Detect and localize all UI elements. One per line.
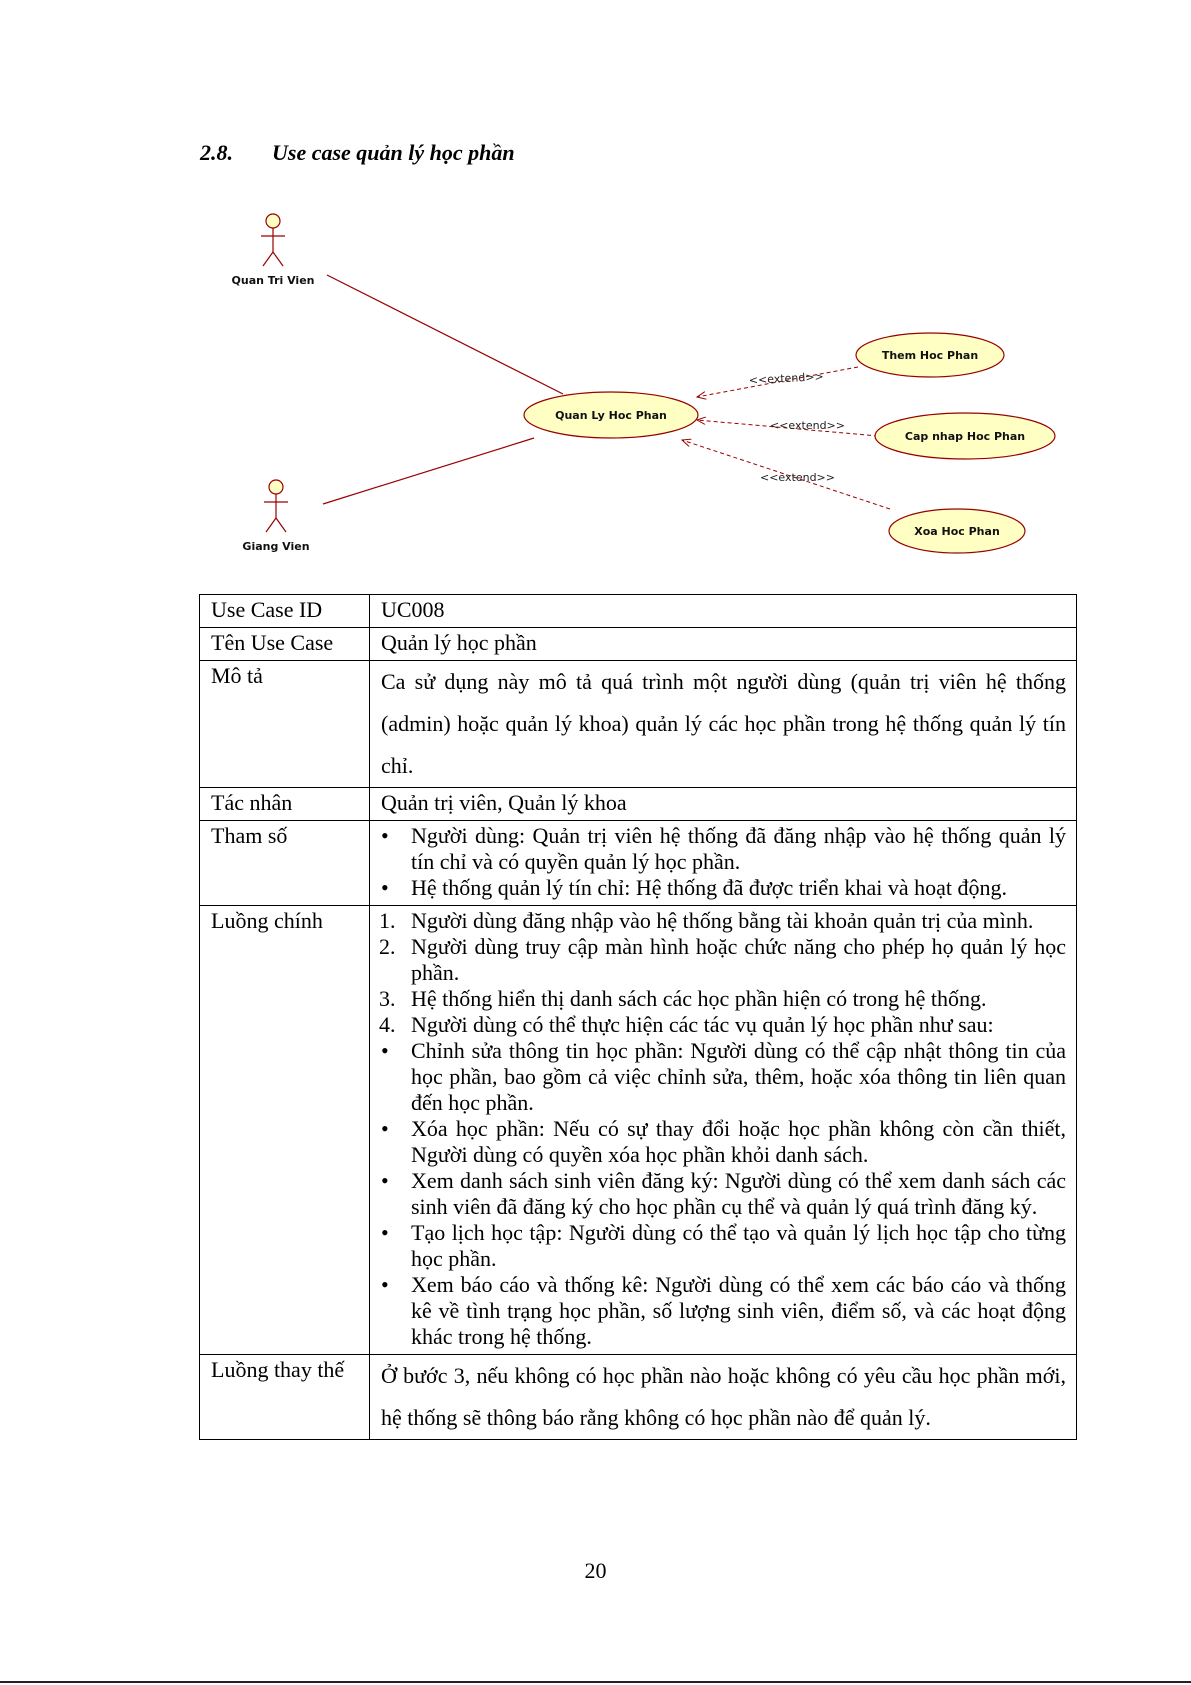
extend-label-3: <<extend>>: [760, 471, 835, 484]
usecase-cap-nhap-hoc-phan: [875, 413, 1055, 459]
extend-label-1: <<extend>>: [748, 370, 825, 387]
value-ten-use-case: Quản lý học phần: [370, 628, 1077, 661]
row-desc: [200, 661, 1077, 788]
main-step: 2. Người dùng truy cập màn hình hoặc chức năng cho phép họ quản lý học phần.: [379, 934, 1066, 985]
label-tac-nhan: Tác nhân: [200, 788, 370, 821]
actor-label-quan-tri-vien: Quan Tri Vien: [231, 274, 315, 287]
section-number: 2.8.: [200, 140, 233, 165]
association-admin: [327, 275, 563, 394]
label-use-case-id: Use Case ID: [200, 595, 370, 628]
svg-text:Quan Ly Hoc Phan: Quan Ly Hoc Phan: [555, 409, 667, 422]
value-mo-ta: Ca sử dụng này mô tả quá trình một người dùng (quản trị viên hệ thống (admin) hoặc quản lý khoa) quản lý các học phần trong hệ thống quản lý tín chỉ.: [370, 661, 1077, 788]
usecase-quan-ly-hoc-phan: [524, 392, 698, 438]
main-bullet: • Xem báo cáo và thống kê: Người dùng có thể xem các báo cáo và thống kê về tình trạng học phần, số lượng sinh viên, điểm số, và các hoạt động khác trong hệ thống.: [381, 1272, 1066, 1349]
value-tac-nhan: Quản trị viên, Quản lý khoa: [370, 788, 1077, 821]
label-mo-ta: Mô tả: [200, 661, 370, 788]
value-use-case-id: UC008: [370, 595, 1077, 628]
param-item: • Hệ thống quản lý tín chỉ: Hệ thống đã được triển khai và hoạt động.: [381, 875, 1008, 900]
label-luong-thay-the: Luồng thay thế: [200, 1355, 370, 1440]
use-case-table: [199, 594, 1077, 1440]
row-main-flow: [200, 906, 1077, 1355]
main-step: 4. Người dùng có thể thực hiện các tác vụ quản lý học phần như sau:: [379, 1012, 994, 1037]
svg-text:Xoa Hoc Phan: Xoa Hoc Phan: [914, 525, 1000, 538]
section-title: Use case quản lý học phần: [272, 140, 515, 165]
label-tham-so: Tham số: [200, 821, 370, 906]
row-actor: [200, 788, 1077, 821]
main-bullet: • Xóa học phần: Nếu có sự thay đổi hoặc học phần không còn cần thiết, Người dùng có quyền xóa học phần khỏi danh sách.: [381, 1116, 1066, 1167]
main-step: 3. Hệ thống hiển thị danh sách các học phần hiện có trong hệ thống.: [379, 986, 987, 1011]
use-case-diagram: [0, 0, 1191, 580]
usecase-xoa-hoc-phan: [889, 509, 1025, 553]
main-bullet: • Chỉnh sửa thông tin học phần: Người dùng có thể cập nhật thông tin của học phần, bao gồm cả việc chỉnh sửa, thêm, hoặc xóa thông tin liên quan đến học phần.: [381, 1038, 1066, 1115]
page-number: 20: [584, 1558, 607, 1583]
svg-text:Cap nhap Hoc Phan: Cap nhap Hoc Phan: [904, 430, 1026, 443]
actor-giang-vien: [242, 480, 309, 553]
label-ten-use-case: Tên Use Case: [200, 628, 370, 661]
extend-label-2: <<extend>>: [770, 419, 845, 432]
value-tham-so: [370, 821, 1077, 906]
svg-text:Them Hoc Phan: Them Hoc Phan: [881, 349, 979, 362]
usecase-them-hoc-phan: [856, 333, 1004, 377]
param-item: • Người dùng: Quản trị viên hệ thống đã đăng nhập vào hệ thống quản lý tín chỉ và có quyền quản lý học phần.: [381, 823, 1066, 874]
value-luong-thay-the: Ở bước 3, nếu không có học phần nào hoặc không có yêu cầu học phần mới, hệ thống sẽ thông báo rằng không có học phần nào để quản lý.: [370, 1355, 1077, 1440]
label-luong-chinh: Luồng chính: [200, 906, 370, 1355]
main-step: 1. Người dùng đăng nhập vào hệ thống bằng tài khoản quản trị của mình.: [379, 908, 1034, 933]
association-lecturer: [323, 438, 534, 504]
actor-label-giang-vien: Giang Vien: [242, 540, 310, 553]
row-id: [200, 595, 1077, 628]
row-param: [200, 821, 1077, 906]
row-name: [200, 628, 1077, 661]
actor-quan-tri-vien: [232, 214, 315, 287]
row-alt-flow: [200, 1355, 1077, 1440]
main-bullet: • Tạo lịch học tập: Người dùng có thể tạo và quản lý lịch học tập cho từng học phần.: [381, 1220, 1066, 1271]
value-luong-chinh: [370, 906, 1077, 1355]
main-bullet: • Xem danh sách sinh viên đăng ký: Người dùng có thể xem danh sách các sinh viên đã đăng ký cho học phần cụ thể và quản lý quá trình đăng ký.: [381, 1168, 1066, 1219]
footer-rule: [0, 1681, 1191, 1683]
